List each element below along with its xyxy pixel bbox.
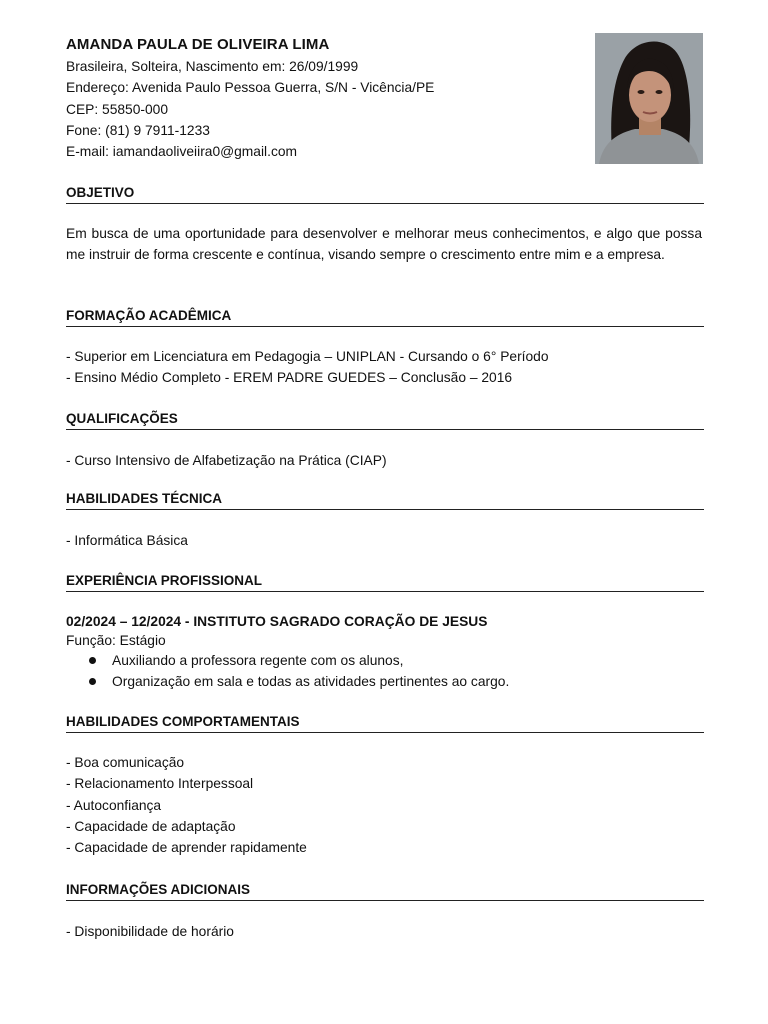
experience-entry [66, 611, 702, 692]
job-bullets [66, 650, 702, 692]
job-title: 02/2024 – 12/2024 - INSTITUTO SAGRADO CORAÇÃO DE JESUS [66, 614, 488, 629]
personal-info: Brasileira, Solteira, Nascimento em: 26/09/1999 [66, 59, 359, 74]
bullet-icon [89, 678, 96, 685]
bullet-text: Organização em sala e todas as atividades pertinentes ao cargo. [112, 674, 510, 690]
list-item: - Capacidade de adaptação [66, 818, 236, 834]
adicionais-list [66, 921, 702, 942]
phone: Fone: (81) 9 7911-1233 [66, 122, 210, 138]
list-item: - Superior em Licenciatura em Pedagogia – UNIPLAN - Cursando o 6° Período [66, 349, 549, 364]
candidate-name: AMANDA PAULA DE OLIVEIRA LIMA [66, 36, 330, 53]
list-item: - Disponibilidade de horário [66, 924, 234, 939]
cep: CEP: 55850-000 [66, 101, 169, 117]
bullet-item [66, 671, 702, 692]
section-title-experiencia: EXPERIÊNCIA PROFISSIONAL [66, 571, 704, 592]
bullet-item [66, 650, 702, 671]
section-title-qualificacoes: QUALIFICAÇÕES [66, 409, 704, 430]
section-title-adicionais: INFORMAÇÕES ADICIONAIS [66, 880, 704, 901]
list-item: - Capacidade de aprender rapidamente [66, 840, 307, 856]
section-title-comportamentais: HABILIDADES COMPORTAMENTAIS [66, 712, 704, 733]
email: E-mail: iamandaoliveiira0@gmail.com [66, 144, 298, 160]
objective-text: Em busca de uma oportunidade para desenvolver e melhorar meus conhecimentos, e algo que possa me instruir de forma crescente e contínua, visando sempre o crescimento entre mim e a empresa. [66, 226, 702, 262]
job-role: Função: Estágio [66, 633, 166, 649]
profile-photo [595, 33, 703, 164]
habilidades-tecnica-list [66, 530, 702, 551]
address: Endereço: Avenida Paulo Pessoa Guerra, S/N - Vicência/PE [66, 80, 435, 96]
contact-header [66, 33, 434, 162]
list-item: - Relacionamento Interpessoal [66, 776, 254, 792]
bullet-text: Auxiliando a professora regente com os alunos, [112, 653, 404, 669]
list-item: - Ensino Médio Completo - EREM PADRE GUEDES – Conclusão – 2016 [66, 370, 513, 386]
list-item: - Autoconfiança [66, 797, 162, 813]
list-item: - Boa comunicação [66, 755, 185, 770]
section-title-objetivo: OBJETIVO [66, 183, 704, 204]
list-item: - Curso Intensivo de Alfabetização na Prática (CIAP) [66, 453, 387, 468]
portrait-image [595, 33, 703, 164]
section-title-formacao: FORMAÇÃO ACADÊMICA [66, 306, 704, 327]
bullet-icon [89, 657, 96, 664]
section-title-habilidades-tecnica: HABILIDADES TÉCNICA [66, 489, 704, 510]
formacao-list [66, 346, 702, 389]
list-item: - Informática Básica [66, 533, 188, 548]
comportamentais-list [66, 752, 702, 858]
qualificacoes-list [66, 450, 702, 471]
